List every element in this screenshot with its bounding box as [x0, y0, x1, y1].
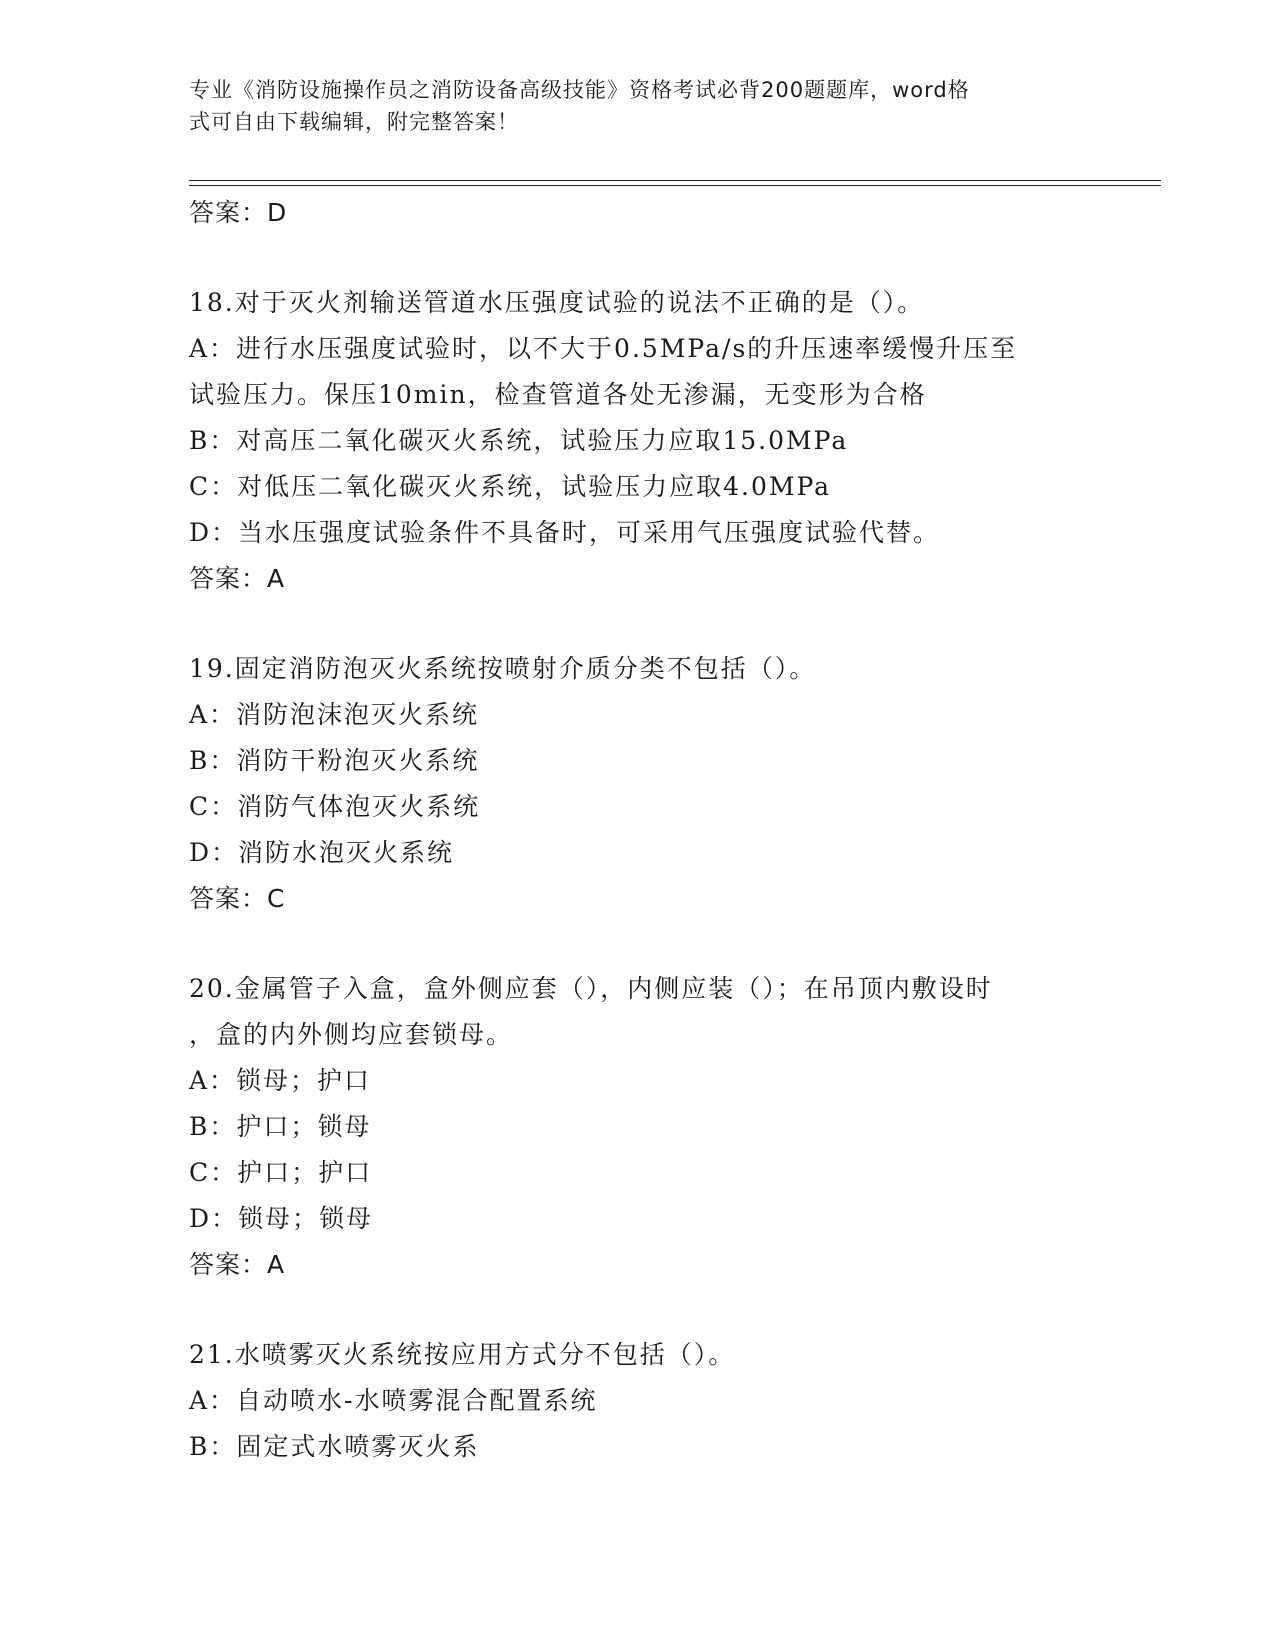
question-answer: 答案：A — [189, 1250, 286, 1279]
option-a-continued: 试验压力。保压10min，检查管道各处无渗漏，无变形为合格 — [189, 380, 927, 409]
question-stem: 20.金属管子入盒，盒外侧应套（），内侧应装（）；在吊顶内敷设时 — [189, 974, 993, 1003]
option-a: A：锁母；护口 — [189, 1066, 372, 1095]
option-d: D：当水压强度试验条件不具备时，可采用气压强度试验代替。 — [189, 518, 941, 547]
spacer — [189, 1288, 1149, 1332]
question-block — [189, 646, 1149, 922]
spacer — [189, 602, 1149, 646]
option-c: C：消防气体泡灭火系统 — [189, 792, 481, 821]
question-stem-continued: ，盒的内外侧均应套锁母。 — [189, 1020, 514, 1049]
option-a: A：自动喷水-水喷雾混合配置系统 — [189, 1386, 598, 1415]
header-divider-bottom — [189, 185, 1161, 186]
option-d: D：消防水泡灭火系统 — [189, 838, 455, 867]
question-stem: 21.水喷雾灭火系统按应用方式分不包括（）。 — [189, 1340, 736, 1369]
question-answer: 答案：A — [189, 564, 286, 593]
option-a: A：消防泡沫泡灭火系统 — [189, 700, 480, 729]
header-divider-top — [189, 180, 1161, 181]
option-c: C：对低压二氧化碳灭火系统，试验压力应取4.0MPa — [189, 472, 832, 501]
question-stem: 18.对于灭火剂输送管道水压强度试验的说法不正确的是（）。 — [189, 288, 925, 317]
question-block — [189, 966, 1149, 1288]
question-answer: 答案：C — [189, 884, 286, 913]
header-line-1: 专业《消防设施操作员之消防设备高级技能》资格考试必背200题题库，word格 — [189, 78, 970, 102]
option-b: B：消防干粉泡灭火系统 — [189, 746, 480, 775]
question-stem: 19.固定消防泡灭火系统按喷射介质分类不包括（）。 — [189, 654, 817, 683]
question-block — [189, 1332, 1149, 1470]
previous-answer: 答案：D — [189, 198, 288, 227]
spacer — [189, 236, 1149, 280]
option-b: B：固定式水喷雾灭火系 — [189, 1432, 480, 1461]
option-b: B：护口；锁母 — [189, 1112, 372, 1141]
question-block — [189, 280, 1149, 602]
option-a: A：进行水压强度试验时，以不大于0.5MPa/s的升压速率缓慢升压至 — [189, 334, 1018, 363]
question-list — [189, 190, 1149, 1470]
header-line-2: 式可自由下载编辑，附完整答案！ — [189, 110, 519, 134]
spacer — [189, 922, 1149, 966]
document-header — [189, 74, 1089, 138]
option-d: D：锁母；锁母 — [189, 1204, 374, 1233]
option-b: B：对高压二氧化碳灭火系统，试验压力应取15.0MPa — [189, 426, 849, 455]
option-c: C：护口；护口 — [189, 1158, 373, 1187]
